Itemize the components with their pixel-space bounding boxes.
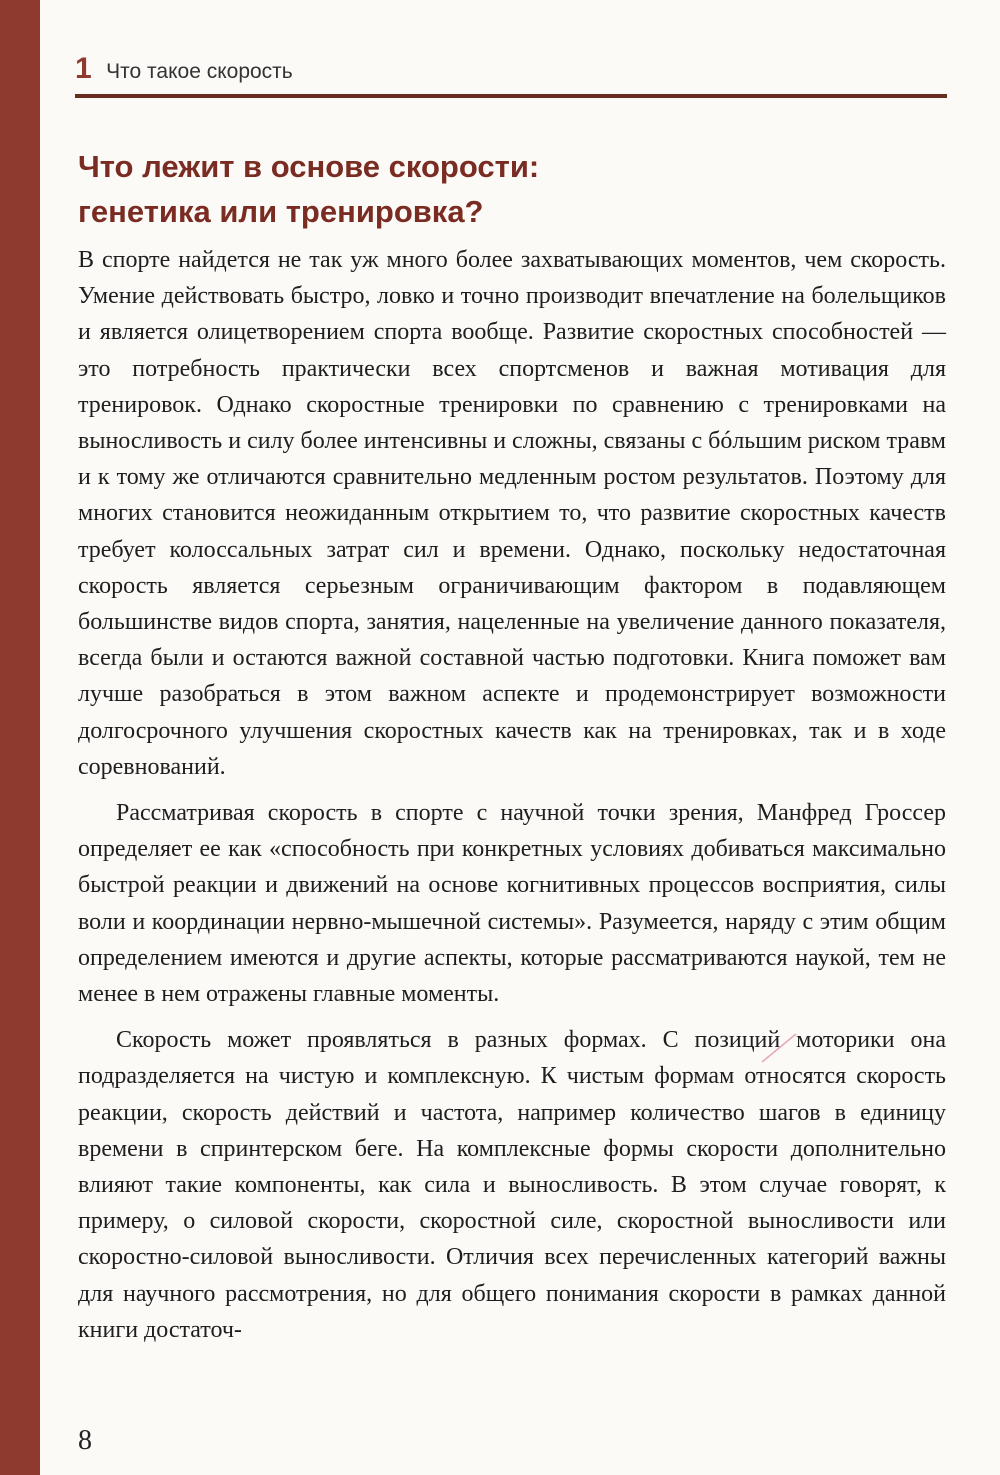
pen-mark [760,1030,800,1066]
header-rule [75,94,947,98]
chapter-title: Что такое скорость [106,60,293,83]
page-edge-band [0,0,40,1475]
paragraph-3: Скорость может проявляться в разных формах. С позиций моторики она подразделяется на чистую и комплексную. К чистым формам относятся скорость реакции, скорость действий и частота, например количество шагов в единицу времени в спринтерском беге. На комплексные формы скорости дополнительно влияют такие компоненты, как сила и выносливость. В этом случае говорят, к примеру, о силовой скорости, скоростной силе, скоростной выносливости или скоростно-силовой выносливости. Отличия всех перечисленных категорий важны для научного рассмотрения, но для общего понимания скорости в рамках данной книги достаточ- [78,1027,946,1343]
body-text [78,242,946,1358]
section-heading [78,144,948,234]
paragraph-2: Рассматривая скорость в спорте с научной точки зрения, Манфред Гроссер определяет ее как «способность при конкретных условиях добиваться максимально быстрой реакции и движений на основе когнитивных процессов восприятия, силы воли и координации нервно-мышечной системы». Разумеется, наряду с этим общим определением имеются и другие аспекты, которые рассматриваются наукой, тем не менее в нем отражены главные моменты. [78,800,946,1008]
section-heading-line-2: генетика или тренировка? [78,194,484,229]
chapter-number: 1 [75,52,92,85]
paragraph-1: В спорте найдется не так уж много более захватывающих моментов, чем скорость. Умение действовать быстро, ловко и точно производит впечатление на болельщиков и является олицетворением спорта вообще. Развитие скоростных способностей — это потребность практически всех спортсменов и важная мотивация для тренировок. Однако скоростные тренировки по сравнению с тренировками на выносливость и силу более интенсивны и сложны, связаны с бóльшим риском травм и к тому же отличаются сравнительно медленным ростом результатов. Поэтому для многих становится неожиданным открытием то, что развитие скоростных качеств требует колоссальных затрат сил и времени. Однако, поскольку недостаточная скорость является серьезным ограничивающим фактором в подавляющем большинстве видов спорта, занятия, нацеленные на увеличение данного показателя, всегда были и остаются важной составной частью подготовки. Книга поможет вам лучше разобраться в этом важном аспекте и продемонстрирует возможности долгосрочного улучшения скоростных качеств как на тренировках, так и в ходе соревнований. [78,247,946,780]
page-number: 8 [78,1425,92,1456]
running-head [75,52,945,92]
section-heading-line-1: Что лежит в основе скорости: [78,149,540,184]
